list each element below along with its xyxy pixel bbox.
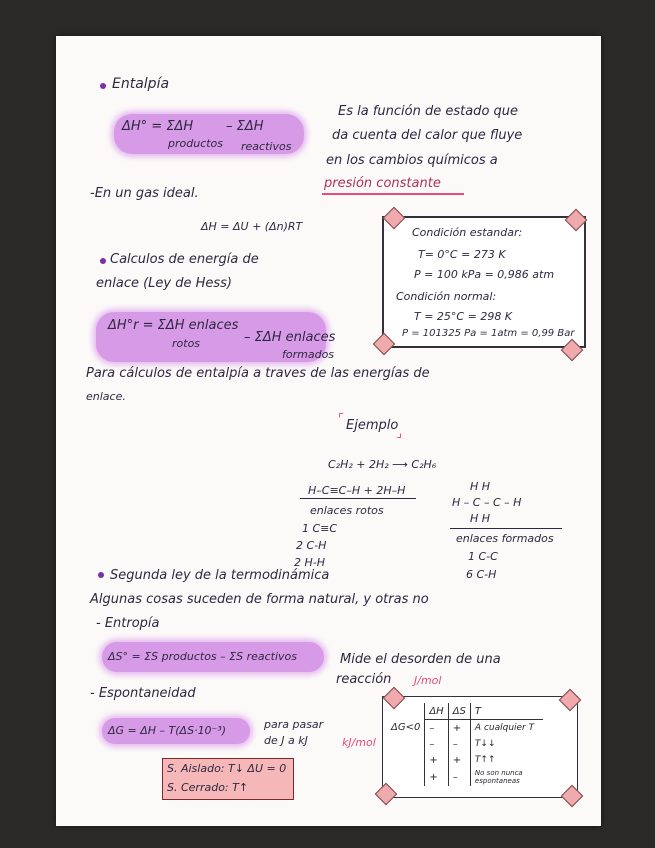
section-title-entalpia: Entalpía xyxy=(112,76,170,92)
bullet-dot xyxy=(98,572,104,578)
rotos-label: enlaces rotos xyxy=(310,504,384,517)
enlace-formula-rhs: – ΣΔH enlaces xyxy=(244,330,336,345)
gas-ideal-formula: ΔH = ΔU + (Δn)RT xyxy=(201,220,303,233)
example-label: Ejemplo xyxy=(346,418,399,433)
highlight-underline xyxy=(322,193,464,195)
definition-highlight: presión constante xyxy=(324,176,441,191)
notebook-page xyxy=(56,36,601,826)
gibbs-note-1: para pasar xyxy=(264,718,324,731)
definition-line-1: Es la función de estado que xyxy=(338,104,519,119)
normal-temperature: T = 25°C = 298 K xyxy=(414,310,513,323)
bullet-dot xyxy=(100,83,106,89)
definition-line-2: da cuenta del calor que fluye xyxy=(332,128,523,143)
rotos-item: 2 C-H xyxy=(296,539,327,552)
table-header: T xyxy=(470,703,543,720)
formados-item: 6 C-H xyxy=(466,568,497,581)
enlace-sub-rotos: rotos xyxy=(172,337,201,350)
segunda-ley-title: Segunda ley de la termodinámica xyxy=(110,568,330,583)
table-cell: – xyxy=(448,768,470,786)
entalpia-sub-productos: productos xyxy=(168,137,224,150)
bracket-right-icon: ⌟ xyxy=(396,426,403,441)
bracket-line xyxy=(300,498,416,499)
entropia-unit: J/mol xyxy=(414,674,442,687)
enlace-title-1: Calculos de energía de xyxy=(110,252,259,267)
espontaneidad-label: - Espontaneidad xyxy=(90,686,196,701)
table-header: ΔS xyxy=(448,703,470,720)
formados-item: 1 C-C xyxy=(468,550,498,563)
enlace-text-2: enlace. xyxy=(86,390,126,403)
enlace-text-1: Para cálculos de entalpía a traves de las energías de xyxy=(86,366,430,381)
table-cell: – xyxy=(448,736,470,752)
table-header: ΔH xyxy=(425,703,448,720)
bracket-line xyxy=(450,528,562,529)
table-cell: + xyxy=(448,720,470,737)
entalpia-formula-lhs: ΔH° = ΣΔH xyxy=(122,119,194,134)
bullet-dot xyxy=(100,258,106,264)
entropia-formula: ΔS° = ΣS productos – ΣS reactivos xyxy=(108,650,297,663)
normal-pressure: P = 101325 Pa = 1atm = 0,99 Bar xyxy=(402,328,575,339)
table-cell: No son nunca espontaneas xyxy=(470,768,543,786)
gas-ideal-label: -En un gas ideal. xyxy=(90,186,199,201)
gibbs-unit: kJ/mol xyxy=(342,736,376,749)
table-cell: T↑↑ xyxy=(470,752,543,768)
normal-title: Condición normal: xyxy=(396,290,497,303)
reactant-structure: H–C≡C–H + 2H–H xyxy=(308,484,406,497)
table-cell: T↓↓ xyxy=(470,736,543,752)
gibbs-formula: ΔG = ΔH – T(ΔS·10⁻³) xyxy=(108,724,227,737)
enlace-formula-lhs: ΔH°r = ΣΔH enlaces xyxy=(108,318,239,333)
table-cell: + xyxy=(425,768,448,786)
system-box xyxy=(162,758,294,800)
spontaneity-card xyxy=(382,696,578,798)
product-h-top: H H xyxy=(470,480,491,493)
entalpia-sub-reactivos: reactivos xyxy=(241,140,292,153)
table-cell: + xyxy=(425,752,448,768)
system-cerrado: S. Cerrado: T↑ xyxy=(167,781,249,794)
gibbs-note-2: de J a kJ xyxy=(264,734,308,747)
bracket-left-icon: ⌜ xyxy=(338,412,345,427)
rotos-item: 1 C≡C xyxy=(302,522,338,535)
system-aislado: S. Aislado: T↓ ΔU = 0 xyxy=(167,762,287,775)
table-cell: – xyxy=(425,736,448,752)
entalpia-formula-rhs: – ΣΔH xyxy=(226,119,264,134)
segunda-ley-text: Algunas cosas suceden de forma natural, y otras no xyxy=(90,592,429,607)
table-cell: A cualquier T xyxy=(470,720,543,737)
standard-temperature: T= 0°C = 273 K xyxy=(418,248,506,261)
enlace-title-2: enlace (Ley de Hess) xyxy=(96,276,233,291)
standard-title: Condición estandar: xyxy=(412,226,523,239)
table-cell: – xyxy=(425,720,448,737)
conditions-card xyxy=(382,216,586,348)
spontaneity-table xyxy=(387,703,543,786)
table-cell: + xyxy=(448,752,470,768)
entropia-label: - Entropía xyxy=(96,616,160,631)
product-structure: H – C – C – H xyxy=(452,496,522,509)
enlace-sub-formados: formados xyxy=(282,348,335,361)
product-h-bottom: H H xyxy=(470,512,491,525)
rotos-item: 2 H-H xyxy=(294,556,326,569)
entropia-description-2: reacción xyxy=(336,672,392,687)
standard-pressure: P = 100 kPa = 0,986 atm xyxy=(414,268,555,281)
formados-label: enlaces formados xyxy=(456,532,554,545)
definition-line-3: en los cambios químicos a xyxy=(326,153,498,168)
reaction-equation: C₂H₂ + 2H₂ ⟶ C₂H₆ xyxy=(328,458,437,471)
table-row-label: ΔG<0 xyxy=(391,722,421,734)
entropia-description-1: Mide el desorden de una xyxy=(340,652,501,667)
